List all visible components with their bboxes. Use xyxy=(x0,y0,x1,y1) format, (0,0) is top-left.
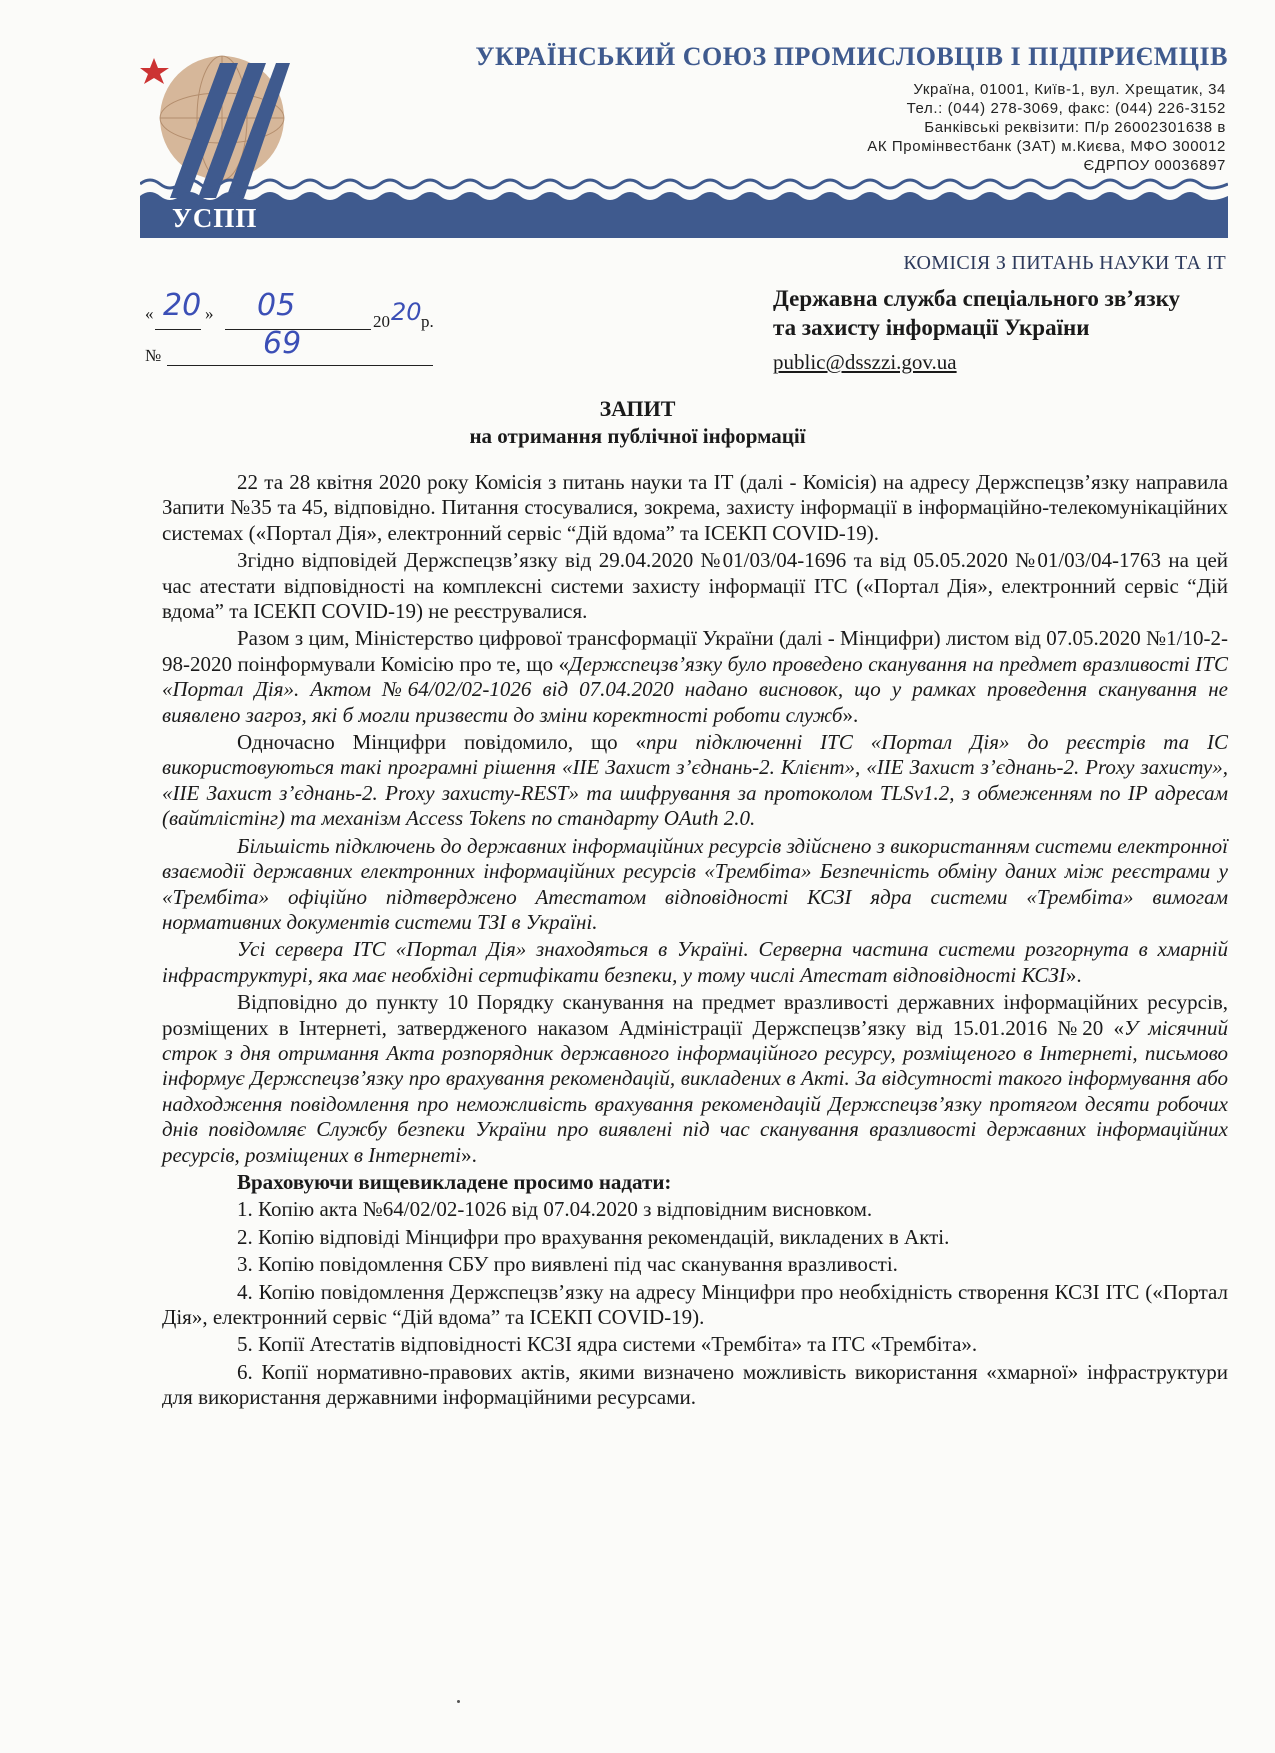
edrpou-line: ЄДРПОУ 00036897 xyxy=(1083,157,1226,174)
paragraph-3-quote: Держспецзв’язку було проведено сканування на предмет вразливості ІТС «Портал Дія». Актом №64/02/02-1026 від 07.04.2020 надано висновок, що у рамках проведення сканування не виявлено загроз, які б могли призвести до зміни коректності роботи служб xyxy=(162,651,1228,727)
request-item-2: 2. Копію відповіді Мінцифри про врахування рекомендацій, викладених в Акті. xyxy=(237,1224,950,1249)
paragraph-1: 22 та 28 квітня 2020 року Комісія з питань науки та ІТ (далі - Комісія) на адресу Держспецзв’язку направила Запити №35 та 45, відповідно. Питання стосувалися, зокрема, захисту інформації в інформаційно-телекомунікаційних системах («Портал Дія», електронний сервіс “Дій вдома” та ІСЕКП COVID-19). xyxy=(162,470,1228,545)
paragraph-4-quote: при підключенні ІТС «Портал Дія» до реєстрів та ІС використовуються такі програмні рішення «ІІЕ Захист з’єднань-2. Клієнт», «ІІЕ Захист з’єднань-2. Proxy захисту», «ІІЕ Захист з’єднань-2. Proxy захисту-REST» та шифрування за протоколом TLSv1.2, з обмеженням по IP адресам (вайтлістінг) та механізм Access Tokens по стандарту OAuth 2.0. xyxy=(162,730,1228,831)
org-name: УКРАЇНСЬКИЙ СОЮЗ ПРОМИСЛОВЦІВ І ПІДПРИЄМЦІВ xyxy=(475,42,1228,71)
request-item-4: 4. Копію повідомлення Держспецзв’язку на адресу Мінцифри про необхідність створення КСЗІ ІТС («Портал Дія», електронний сервіс “Дій вдома” та ІСЕКП COVID-19). xyxy=(162,1279,1228,1329)
paragraph-7 xyxy=(162,990,1228,1168)
paragraph-5-quote: Більшість підключень до державних інформаційних ресурсів здійснено з використанням системи електронної взаємодії державних електронних інформаційних ресурсів «Трембіта» Безпечність обміну даних між реєстрами у «Трембіта» офіційно підтверджено Атестатом відповідності КСЗІ ядра системи «Трембіта» вимогам нормативних документів системи ТЗІ в Україні. xyxy=(162,833,1228,934)
date-year-printed: 20 xyxy=(373,312,390,331)
request-item-6: 6. Копії нормативно-правових актів, якими визначено можливість використання «хмарної» інфраструктури для використання державними інформаційними ресурсами. xyxy=(162,1359,1228,1410)
date-day-underline xyxy=(155,328,201,330)
paragraph-4 xyxy=(162,730,1228,832)
address-line: Україна, 01001, Київ-1, вул. Хрещатик, 34 xyxy=(913,81,1226,98)
number-label: № xyxy=(145,346,162,365)
number-underline xyxy=(167,364,433,366)
request-item-1: 1. Копію акта №64/02/02-1026 від 07.04.2020 з відповідним висновком. xyxy=(237,1197,873,1222)
paragraph-5 xyxy=(162,834,1228,936)
paragraph-2: Згідно відповідей Держспецзв’язку від 29.04.2020 №01/03/04-1696 та від 05.05.2020 №01/03/04-1763 на цей час атестати відповідності на комплексні системи захисту інформації ІТС («Портал Дія», електронний сервіс “Дій вдома” та ІСЕКП COVID-19) не реєструвалися. xyxy=(162,548,1228,624)
request-item-3: 3. Копію повідомлення СБУ про виявлені під час сканування вразливості. xyxy=(237,1252,898,1277)
paragraph-7-quote: У місячний строк з дня отримання Акта розпорядник державного інформаційного ресурсу, розміщеного в Інтернеті, письмово інформує Держспецзв’язку про врахування рекомендацій, викладених в Акті. За відсутності такого інформування або надходження повідомлення про неможливість врахування рекомендацій Держспецзв’язку протягом десяти робочих днів повідомляє Службу безпеки України про виявлені під час сканування вразливості державних інформаційних ресурсів, розміщених в Інтернеті xyxy=(162,1015,1228,1167)
paragraph-4-text: Одночасно Мінцифри повідомило, що « xyxy=(237,730,646,755)
org-details xyxy=(760,80,1226,175)
date-close-quote: » xyxy=(205,304,214,323)
paragraph-7-end: ». xyxy=(461,1142,477,1167)
date-suffix: р. xyxy=(421,312,434,331)
date-day-handwritten: 20 xyxy=(163,288,202,323)
date-year-handwritten: 20 xyxy=(391,298,422,326)
paragraph-3-end: ». xyxy=(842,702,859,727)
letterhead-wave-band xyxy=(140,176,1228,238)
page-speck xyxy=(457,1700,460,1703)
paragraph-3-text: Разом з цим, Міністерство цифрової трансформації України (далі - Мінцифри) листом від 07.05.2020 №1/10-2-98-2020 поінформували Комісію про те, що « xyxy=(162,626,1228,676)
recipient-email-link[interactable]: public@dsszzi.gov.ua xyxy=(773,350,957,374)
request-lead: Враховуючи вищевикладене просимо надати: xyxy=(237,1169,672,1194)
document-title: ЗАПИТ xyxy=(599,396,676,421)
commission-heading: КОМІСІЯ З ПИТАНЬ НАУКИ ТА ІТ xyxy=(903,252,1226,274)
paragraph-6-quote: Усі сервера ІТС «Портал Дія» знаходяться в Україні. Серверна частина системи розгорнута в хмарній інфраструктурі, яка має необхідні сертифікати безпеки, у тому числі Атестат відповідності КСЗІ xyxy=(162,937,1228,987)
bank-line-2: АК Промінвестбанк (ЗАТ) м.Києва, МФО 300012 xyxy=(867,138,1226,155)
letter-body xyxy=(162,470,1228,1413)
paragraph-7-text: Відповідно до пункту 10 Порядку сканування на предмет вразливості державних інформаційних ресурсів, розміщених в Інтернеті, затвердженого наказом Адміністрації Держспецзв’язку від 15.01.2016 №20 « xyxy=(162,990,1228,1040)
date-open-quote: « xyxy=(145,304,154,323)
number-handwritten: 69 xyxy=(263,326,302,361)
recipient-line-2: та захисту інформації України xyxy=(773,315,1090,340)
recipient-block xyxy=(773,284,1233,342)
paragraph-6 xyxy=(162,937,1228,988)
date-month-handwritten: 05 xyxy=(257,288,296,323)
number-field xyxy=(145,326,445,376)
bank-line: Банківські реквізити: П/р 26002301638 в xyxy=(924,119,1226,136)
paragraph-3 xyxy=(162,626,1228,728)
request-item-5: 5. Копії Атестатів відповідності КСЗІ ядра системи «Трембіта» та ІТС «Трембіта». xyxy=(237,1332,978,1357)
paragraph-6-end: ». xyxy=(1065,962,1082,987)
document-subtitle: на отримання публічної інформації xyxy=(469,424,806,448)
phone-line: Тел.: (044) 278-3069, факс: (044) 226-3152 xyxy=(906,100,1226,117)
recipient-line-1: Державна служба спеціального зв’язку xyxy=(773,286,1181,311)
uspp-logo-label: УСПП xyxy=(172,203,258,233)
